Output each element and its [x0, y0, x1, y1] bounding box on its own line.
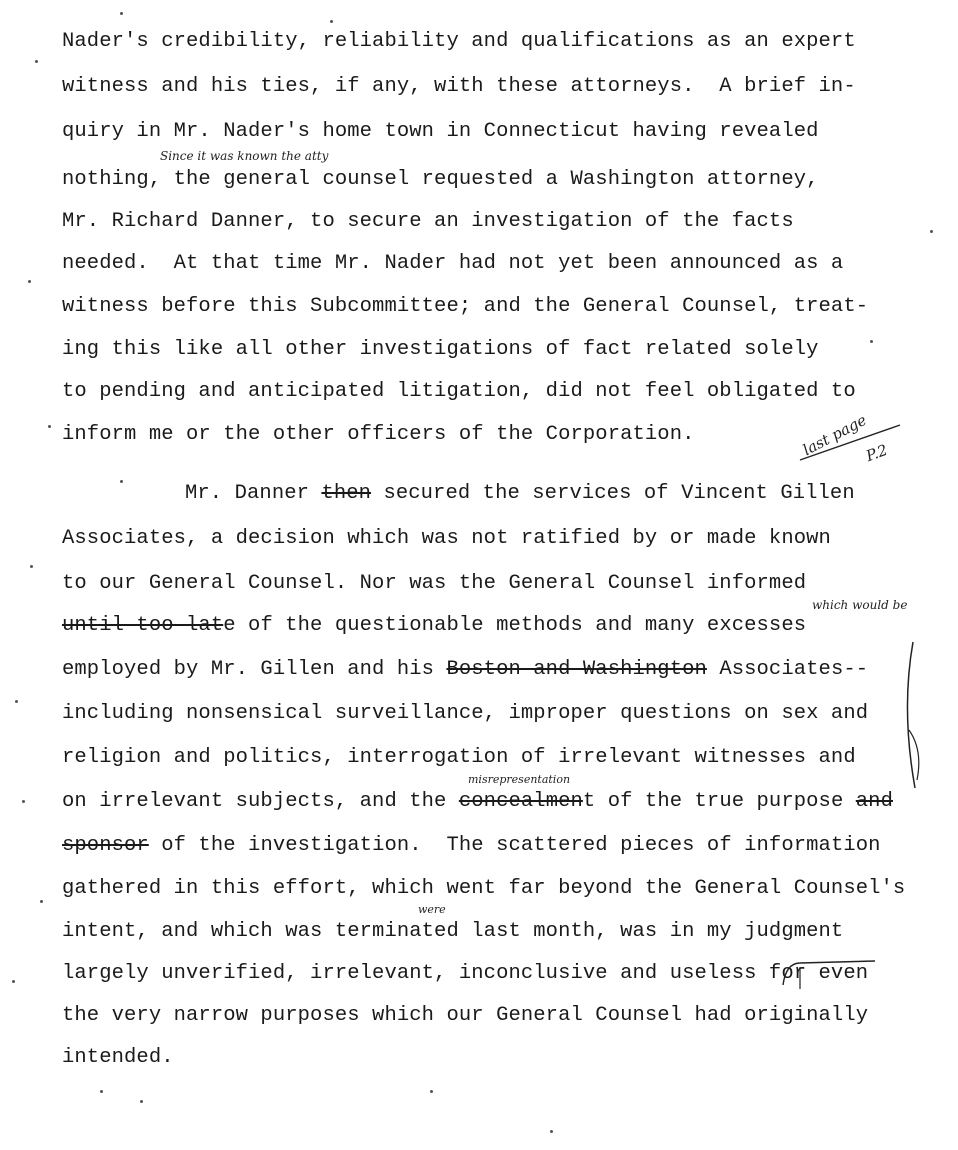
text-segment: needed. At that time Mr. Nader had not yet been announced as a	[62, 252, 844, 275]
handwritten-bracket-mark	[895, 640, 935, 790]
text-line	[62, 380, 856, 404]
text-line	[62, 120, 819, 144]
handwritten-insertion-which-would: which would be	[812, 598, 908, 612]
scan-speck	[120, 12, 123, 15]
handwritten-note-last-page: last page	[799, 410, 870, 460]
text-line	[62, 572, 806, 596]
handwritten-note-page-ref: P.2	[863, 440, 890, 466]
handwritten-insertion-since: Since it was known the atty	[160, 149, 329, 163]
text-line	[62, 423, 695, 447]
text-segment: Associates--	[706, 658, 869, 681]
handwritten-insertion-were: were	[418, 903, 446, 916]
handwritten-underline-mark	[790, 410, 910, 465]
text-line	[62, 962, 868, 986]
text-line	[62, 877, 905, 901]
text-segment: on irrelevant subjects, and the	[62, 790, 459, 813]
handwritten-caret-mark	[780, 955, 880, 995]
text-segment: to our General Counsel. Nor was the General Counsel informed	[62, 572, 807, 595]
text-segment: intended.	[62, 1046, 174, 1069]
struck-text: until too lat	[62, 614, 224, 637]
text-line	[62, 614, 806, 638]
text-segment: gathered in this effort, which went far beyond the General Counsel's	[62, 877, 906, 900]
scan-speck	[48, 425, 51, 428]
text-segment: t of the true purpose	[582, 790, 856, 813]
text-line	[62, 30, 856, 54]
struck-text: then	[321, 482, 372, 505]
text-segment: witness before this Subcommittee; and the General Counsel, treat-	[62, 295, 869, 318]
text-segment: largely unverified, irrelevant, inconclusive and useless for even	[62, 962, 869, 985]
text-line	[62, 338, 819, 362]
scan-speck	[140, 1100, 143, 1103]
text-segment: including nonsensical surveillance, improper questions on sex and	[62, 702, 869, 725]
text-line	[62, 920, 843, 944]
text-segment: quiry in Mr. Nader's home town in Connecticut having revealed	[62, 120, 819, 143]
text-segment: intent, and which was terminated last month, was in my judgment	[62, 920, 844, 943]
handwritten-insertion-misrepresentation: misrepresentation	[468, 773, 571, 786]
scan-speck	[15, 700, 18, 703]
text-line	[62, 746, 856, 770]
struck-text: sponsor	[62, 834, 149, 857]
scan-speck	[430, 1090, 433, 1093]
text-segment: the very narrow purposes which our General Counsel had originally	[62, 1004, 869, 1027]
struck-text: and	[855, 790, 893, 813]
text-segment: secured the services of Vincent Gillen	[371, 482, 855, 505]
scan-speck	[100, 1090, 103, 1093]
scan-speck	[35, 60, 38, 63]
text-line	[62, 1046, 174, 1070]
scan-speck	[22, 800, 25, 803]
text-segment: Associates, a decision which was not ratified by or made known	[62, 527, 831, 550]
text-segment: e of the questionable methods and many excesses	[223, 614, 807, 637]
text-line	[62, 75, 856, 99]
text-line	[62, 295, 868, 319]
struck-text: concealmen	[458, 790, 583, 813]
text-segment: Mr. Richard Danner, to secure an investigation of the facts	[62, 210, 794, 233]
text-segment: of the investigation. The scattered pieces of information	[148, 834, 881, 857]
text-line	[62, 702, 868, 726]
text-line	[62, 1004, 868, 1028]
scan-speck	[870, 340, 873, 343]
text-line	[185, 482, 855, 506]
text-segment: to pending and anticipated litigation, did not feel obligated to	[62, 380, 856, 403]
scan-speck	[120, 480, 123, 483]
text-line	[62, 834, 881, 858]
scan-speck	[12, 980, 15, 983]
text-segment: inform me or the other officers of the Corporation.	[62, 423, 695, 446]
scan-speck	[550, 1130, 553, 1133]
scan-speck	[330, 20, 333, 23]
text-line	[62, 790, 893, 814]
text-segment: ing this like all other investigations of fact related solely	[62, 338, 819, 361]
struck-text: Boston and Washington	[446, 658, 707, 681]
text-segment: Mr. Danner	[185, 482, 322, 505]
text-segment: Nader's credibility, reliability and qualifications as an expert	[62, 30, 856, 53]
text-segment: religion and politics, interrogation of irrelevant witnesses and	[62, 746, 856, 769]
text-line	[62, 168, 819, 192]
scan-speck	[28, 280, 31, 283]
scan-speck	[30, 565, 33, 568]
text-segment: nothing, the general counsel requested a Washington attorney,	[62, 168, 819, 191]
scan-speck	[40, 900, 43, 903]
text-line	[62, 658, 868, 682]
text-line	[62, 210, 794, 234]
text-line	[62, 527, 831, 551]
text-segment: witness and his ties, if any, with these attorneys. A brief in-	[62, 75, 856, 98]
text-line	[62, 252, 843, 276]
text-segment: employed by Mr. Gillen and his	[62, 658, 447, 681]
scan-speck	[930, 230, 933, 233]
